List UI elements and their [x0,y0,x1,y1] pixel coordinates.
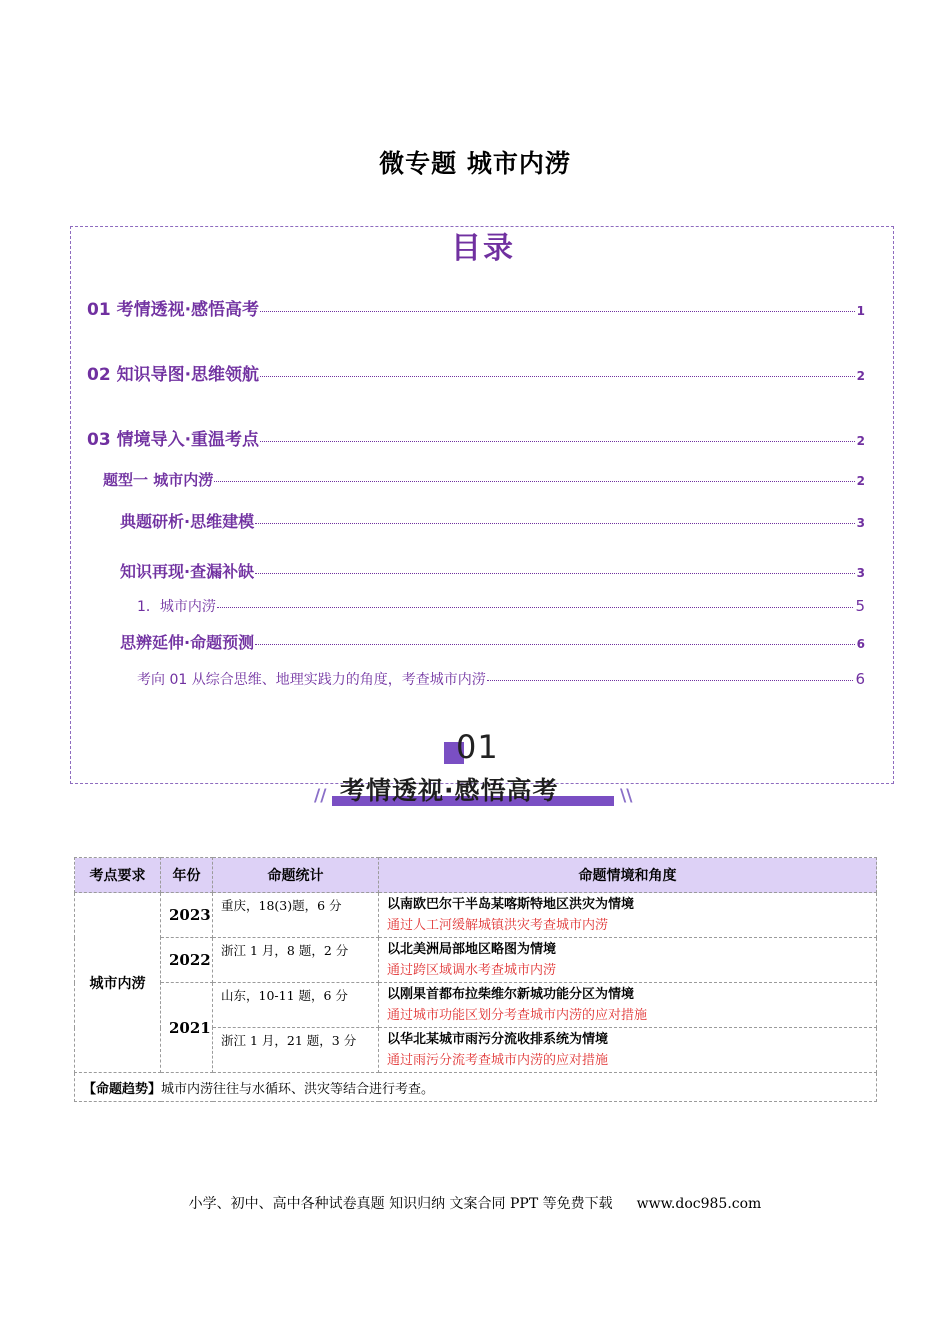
angle-text: 通过跨区域调水考查城市内涝 [387,963,557,978]
trend-row [75,1073,877,1102]
context-cell [379,938,877,983]
toc-entry-page: 1 [856,304,865,318]
context-text: 以刚果首都布拉柴维尔新城功能分区为情境 [387,987,635,1002]
toc-entry-page: 3 [856,566,865,580]
toc-entry-page: 2 [856,474,865,488]
toc-entry-label: 思辨延伸·命题预测 [120,633,255,652]
toc-dot-leader [214,481,854,482]
toc-entry[interactable] [87,425,865,450]
toc-dot-leader [487,680,854,681]
toc-heading: 目录 [451,231,515,266]
toc-entry[interactable] [87,360,865,385]
toc-entry[interactable] [137,596,865,616]
toc-entry-label: 1．城市内涝 [137,599,216,615]
toc-entry-label: 02 知识导图·思维领航 [87,365,260,385]
footer-text: 小学、初中、高中各种试卷真题 知识归纳 文案合同 PPT 等免费下载 [188,1196,613,1212]
stat-cell: 浙江 1 月，21 题，3 分 [213,1028,379,1073]
trend-cell [75,1073,877,1102]
section-title: 考情透视·感悟高考 [340,776,559,805]
toc-entry[interactable] [120,509,865,532]
table-header-row [75,858,877,893]
footer-url[interactable]: www.doc985.com [636,1196,762,1212]
section-number: 01 [456,728,499,766]
context-text: 以华北某城市雨污分流收排系统为情境 [387,1032,609,1047]
table-header: 考点要求 [75,858,161,893]
toc-dot-leader [260,376,855,377]
toc-dot-leader [260,311,855,312]
toc-entry[interactable] [120,630,865,653]
trend-label: 【命题趋势】 [83,1081,162,1097]
toc-dot-leader [255,523,855,524]
toc-entry-label: 01 考情透视·感悟高考 [87,300,260,320]
toc-entry-page: 2 [856,369,865,383]
context-text: 以南欧巴尔干半岛某喀斯特地区洪灾为情境 [387,897,635,912]
year-cell: 2021 [161,983,213,1073]
table-header: 年份 [161,858,213,893]
toc-entry-label: 03 情境导入·重温考点 [87,430,260,450]
toc-entry-label: 题型一 城市内涝 [103,471,214,489]
toc-entry[interactable] [87,295,865,320]
table-row [75,893,877,938]
toc-entry-page: 2 [856,434,865,448]
toc-entry-label: 典题研析·思维建模 [120,512,255,531]
angle-text: 通过雨污分流考查城市内涝的应对措施 [387,1053,609,1068]
trend-text: 城市内涝往往与水循环、洪灾等结合进行考查。 [161,1081,435,1097]
toc-dot-leader [217,607,854,608]
context-cell [379,1028,877,1073]
year-cell: 2022 [161,938,213,983]
stat-cell: 浙江 1 月，8 题，2 分 [213,938,379,983]
stat-cell: 重庆，18(3)题，6 分 [213,893,379,938]
angle-text: 通过人工河缓解城镇洪灾考查城市内涝 [387,918,609,933]
table-header: 命题统计 [213,858,379,893]
section-left-deco: // [314,786,327,806]
topic-cell: 城市内涝 [75,893,161,1073]
stat-cell: 山东，10-11 题，6 分 [213,983,379,1028]
toc-entry-label: 知识再现·查漏补缺 [120,562,255,581]
table-header: 命题情境和角度 [379,858,877,893]
toc-entry-label: 考向 01 从综合思维、地理实践力的角度，考查城市内涝 [137,672,486,688]
exam-analysis-table [74,857,877,1102]
table-row [75,938,877,983]
toc-entry-page: 6 [856,637,865,651]
table-of-contents [70,226,894,784]
context-text: 以北美洲局部地区略图为情境 [387,942,557,957]
toc-dot-leader [255,644,855,645]
table-row [75,983,877,1028]
toc-dot-leader [260,441,855,442]
angle-text: 通过城市功能区划分考查城市内涝的应对措施 [387,1008,648,1023]
context-cell [379,983,877,1028]
toc-entry-page: 3 [856,516,865,530]
toc-dot-leader [255,573,855,574]
year-cell: 2023 [161,893,213,938]
toc-entry[interactable] [120,559,865,582]
toc-entry-page: 5 [855,597,865,615]
context-cell [379,893,877,938]
page-footer [0,1193,950,1213]
toc-entry[interactable] [103,469,865,490]
section-right-deco: \\ [620,786,633,806]
toc-entry[interactable] [137,669,865,689]
toc-entry-page: 6 [855,670,865,688]
page-title: 微专题 城市内涝 [379,149,571,178]
